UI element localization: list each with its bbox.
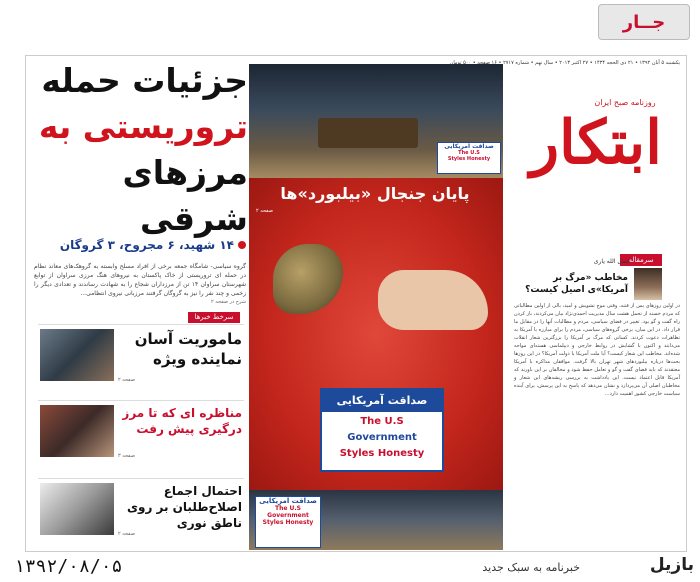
news-ref: صفحه ۲ [118, 531, 135, 537]
lead-headline-line2: تروریستی به [38, 107, 248, 146]
lead-subhead-text: ۱۴ شهید، ۶ مجروح، ۳ گروگان [59, 238, 234, 252]
masthead-subtitle: روزنامه صبح ایران [594, 98, 656, 107]
jar-tag: جــار [598, 4, 690, 40]
date-line: یکشنبه ۵ آبان ۱۳۹۲ • ۲۱ ذی الحجه ۱۴۳۴ • ۲۷ اکتبر ۲۰۱۳ • سال نهم • شماره ۲۷۱۷ • ۱۶ صفحه • ۵۰۰ تومان [449, 60, 680, 66]
headlines-tag: سرخط خبرها [188, 312, 240, 323]
editorial-title: مخاطب «مرگ بر آمریکا»ی اصیل کیست؟ [525, 273, 628, 295]
news-item[interactable] [38, 400, 244, 461]
brand-en-2: Government [347, 432, 417, 443]
news-title: مناظره ای که تا مرز درگیری پیش رفت [122, 406, 242, 436]
bottom-brand-fa: صداقت آمریکایی [259, 497, 317, 505]
news-photo [40, 483, 114, 535]
center-title: پایان جنجال «بیلبورد»ها [280, 184, 470, 203]
lead-text [34, 262, 246, 307]
lead-headline-line1: جزئیات حمله [41, 61, 248, 100]
brand-en-1: The U.S [360, 416, 404, 427]
top-brand-en1: The U.S [458, 150, 480, 156]
news-photo [40, 405, 114, 457]
lead-ref: شرح در صفحه ۲ [211, 299, 246, 305]
negotiation-table [318, 118, 418, 148]
editorial-text: در اولین روزهای پس از فتنه، وقتی موج تشویش و امید، بالی از اولین مطالباتی که مردم خسته از تحمل هشت سال مدیریت احمدی‌نژاد بیان می‌کردند، باز کردن راه گفت و گو بود. تغییر در فضای سیاسی، مردم و مطالبات آنها را در مقابل ما قرار داد. در این میان، برخی گروه‌های سیاسی، مردم را برای مبارزه با آمریکا به تظاهرات دعوت کردند. کسانی که مرگ بر آمریکا را بزرگترین شعار انقلاب می‌دانند و اکنون با گشایش در روابط خارجی و دیپلماسی هسته‌ای مواجه شده‌اند. مخاطب این شعار کیست؟ آیا ملت آمریکا یا دولت آمریکا؟ در این روزها بحث‌ها درباره بیلبوردهای شهر تهران بالا گرفت. موافقان مذاکره با آمریکا معتقدند که باید فضای گفت و گو و تعامل حفظ شود و مخالفان بر این باورند که آمریکا قابل اعتماد نیست. این یادداشت به بررسی ریشه‌های این شعار و مخاطبان اصلی آن می‌پردازد و نشان می‌دهد که پاسخ به این پرسش، برای آینده سیاست خارجی کشور اهمیت دارد... [514, 303, 680, 397]
bottom-brand-en1: The U.S [275, 505, 301, 512]
top-strip [0, 0, 700, 44]
lead-subhead [34, 238, 246, 252]
lead-text-body: گروه سیاسی- شامگاه جمعه برخی از افراد مسلح وابسته به گروهک‌های معاند نظام در حمله ای تروریستی از خاک پاکستان به نیروهای هنگ مرزی سراوان از توابع شهرستان سراوان ۱۴ تن از مرزداران شجاع را به شهادت رساندند و تعدادی دیگر را زخمی و چند نفر را نیز به گروگان گرفتند مرزبانی نیروی انتظامی... [34, 263, 246, 297]
lead-headline-line3: مرزهای شرقی [122, 153, 248, 238]
site-slogan: خبرنامه به سبک جدید [482, 561, 580, 574]
news-item[interactable] [38, 324, 244, 385]
issue-date: ۱۳۹۲/۰۸/۰۵ [14, 556, 123, 577]
top-brand-label [437, 142, 501, 174]
bottom-brand-en3: Styles Honesty [262, 519, 314, 526]
site-logo[interactable] [594, 555, 694, 579]
bullet-icon [238, 241, 246, 249]
news-title: ماموریت آسان نماینده ویژه [134, 330, 242, 368]
news-ref: صفحه ۲ [118, 377, 135, 383]
bottom-brand-en2: Government [267, 512, 309, 519]
top-brand-en3: Styles Honesty [447, 156, 491, 162]
editorial-tag: سرمقاله [620, 254, 662, 266]
poster-brand [320, 388, 444, 472]
brand-en-3: Styles Honesty [339, 448, 425, 459]
top-brand-fa: صداقت آمریکایی [444, 143, 494, 150]
open-hand-icon [378, 270, 488, 330]
bottom-brand-label [255, 496, 321, 548]
news-photo [40, 329, 114, 381]
center-ref: صفحه ۲ [256, 208, 273, 214]
site-logo-text: بازیل [649, 555, 694, 575]
brand-fa: صداقت آمریکایی [322, 390, 442, 412]
news-item[interactable] [38, 478, 244, 539]
author-avatar [634, 268, 662, 300]
author-name: فضل الله یاری [593, 258, 630, 265]
news-title: احتمال اجماع اصلاح‌طلبان بر روی ناطق نوری [126, 484, 242, 530]
news-ref: صفحه ۳ [118, 453, 135, 459]
masthead-logo: ابتکار [530, 108, 662, 178]
